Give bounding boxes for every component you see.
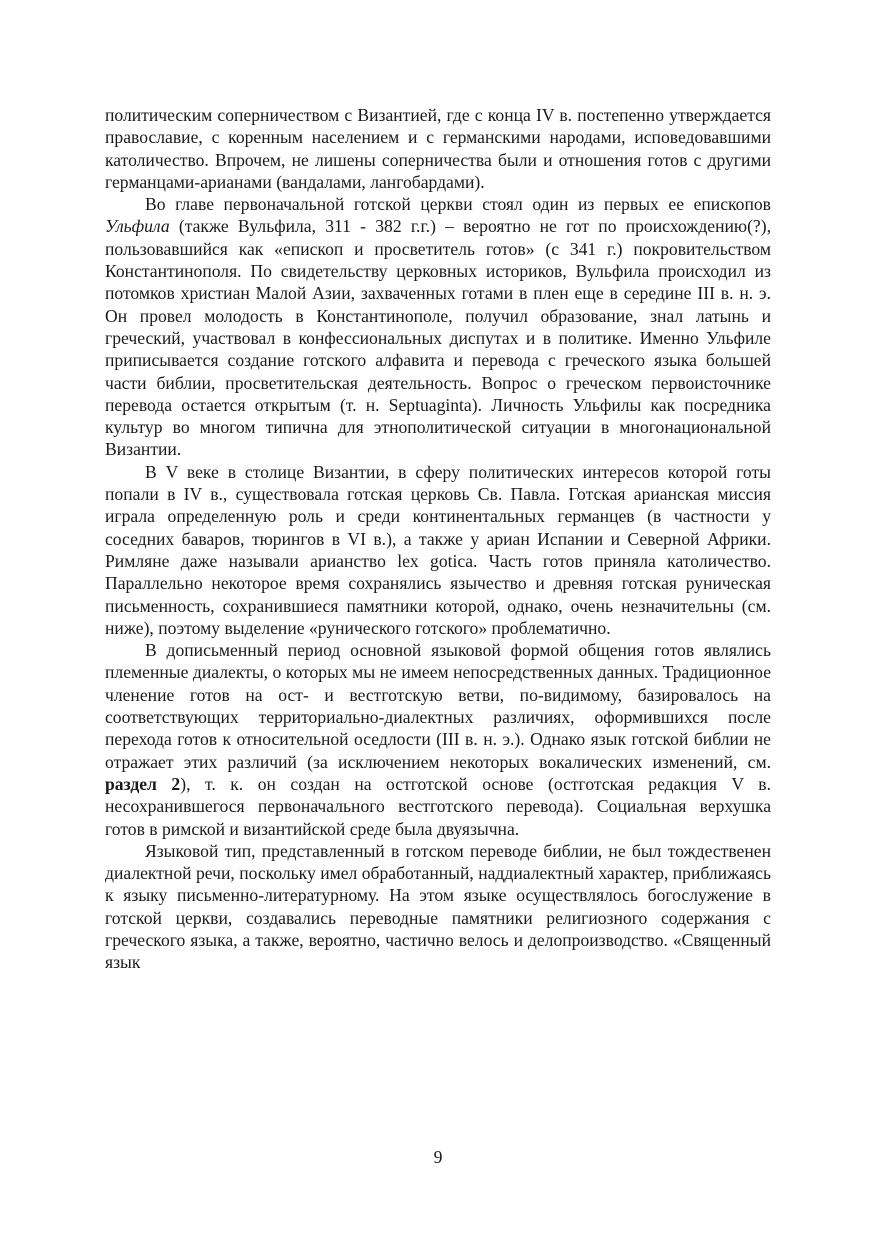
- paragraph-2-text-a: Во главе первоначальной готской церкви стоял один из первых ее епископов: [145, 194, 771, 215]
- paragraph-4-text-a: В дописьменный период основной языковой формой общения готов являлись племенные диалекты, о которых мы не имеем непосредственных данных. Традиционное членение готов на ост- и вестготскую ветви, по-видимому, базировалось на соответствующих территориально-диалектных различиях, оформившихся после перехода готов к относительной оседлости (III в. н. э.). Однако язык готской библии не отражает этих различий (за исключением некоторых вокалических изменений, см.: [105, 640, 771, 772]
- page-number: 9: [433, 1147, 443, 1167]
- paragraph-5-text: Языковой тип, представленный в готском переводе библии, не был тождественен диалектной речи, поскольку имел обработанный, наддиалектный характер, приближаясь к языку письменно-литературному. На этом языке осуществлялось богослужение в готской церкви, создавались переводные памятники религиозного содержания с греческого языка, а также, вероятно, частично велось и делопроизводство. «Священный язык: [105, 840, 771, 973]
- paragraph-2: [105, 193, 771, 461]
- paragraph-3: [105, 461, 771, 639]
- paragraph-5: [105, 840, 771, 974]
- paragraph-1: [105, 104, 771, 193]
- paragraph-4-text-b: ), т. к. он создан на остготской основе (остготская редакция V в. несохранившегося первоначального вестготского перевода). Социальная верхушка готов в римской и византийской среде была двуязычна.: [105, 773, 772, 839]
- paragraph-1-text: политическим соперничеством с Византией, где с конца IV в. постепенно утверждается православие, с коренным населением и с германскими народами, исповедовавшими католичество. Впрочем, не лишены соперничества были и отношения готов с другими германцами-арианами (вандалами, лангобардами).: [105, 105, 771, 192]
- paragraph-3-text: В V веке в столице Византии, в сферу политических интересов которой готы попали в IV в., существовала готская церковь Св. Павла. Готская арианская миссия играла определенную роль и среди континентальных германцев (в частности у соседних баваров, тюрингов в VI в.), а также у ариан Испании и Северной Африки. Римляне даже называли арианство lex gotica. Часть готов приняла католичество. Параллельно некоторое время сохранялись язычество и древняя готская руническая письменность, сохранившиеся памятники которой, однако, очень незначительны (см. ниже), поэтому выделение «рунического готского» проблематично.: [105, 461, 771, 638]
- paragraph-4: [105, 639, 771, 840]
- paragraph-2-italic-name: Ульфила: [105, 216, 170, 237]
- paragraph-2-text-b: (также Вульфила, 311 - 382 г.г.) – вероятно не гот по происхождению(?), пользовавшийся как «епископ и просветитель готов» (с 341 г.) покровительством Константинополя. По свидетельству церковных историков, Вульфила происходил из потомков христиан Малой Азии, захваченных готами в плен еще в середине III в. н. э. Он провел молодость в Константинополе, получил образование, знал латынь и греческий, участвовал в конфессиональных диспутах и в политике. Именно Ульфиле приписывается создание готского алфавита и перевода с греческого языка большей части библии, просветительская деятельность. Вопрос о греческом первоисточнике перевода остается открытым (т. н. Septuaginta). Личность Ульфилы как посредника культур во многом типична для этнополитической ситуации в многонациональной Византии.: [105, 216, 771, 460]
- page-body: [105, 104, 771, 974]
- paragraph-4-bold-ref: раздел 2: [105, 773, 181, 794]
